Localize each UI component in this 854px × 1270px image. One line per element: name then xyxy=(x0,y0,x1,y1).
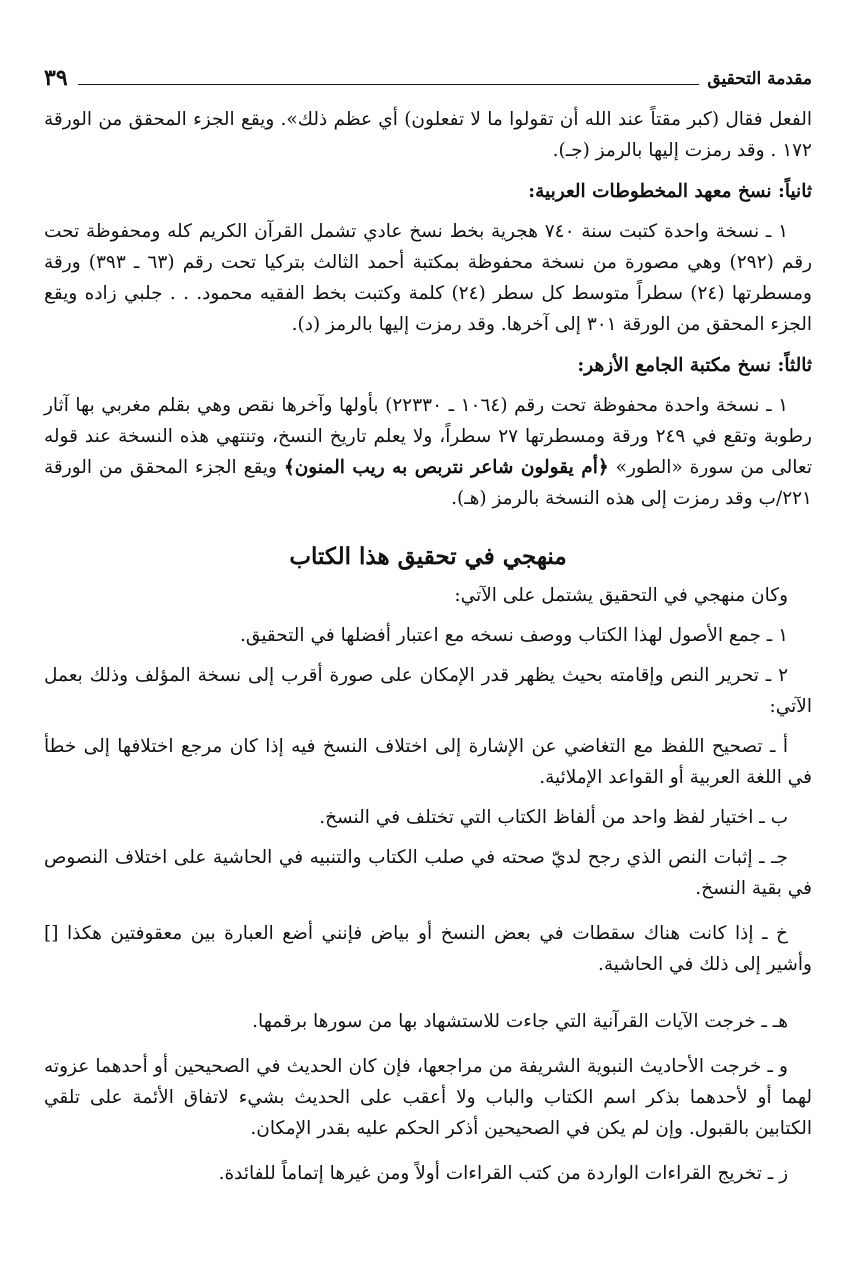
method-item-2: ٢ ـ تحرير النص وإقامته بحيث يظهر قدر الإمكان على صورة أقرب إلى نسخة المؤلف وذلك بعمل الآتي: xyxy=(44,665,812,717)
paragraph-azhar-manuscript xyxy=(44,390,812,514)
method-item-a: أ ـ تصحيح اللفظ مع التغاضي عن الإشارة إلى اختلاف النسخ فيه إذا كان مرجع اختلافها إلى خطأ في اللغة العربية أو القواعد الإملائية. xyxy=(44,736,812,788)
header-rule xyxy=(78,84,700,85)
section-heading-second: ثانياً: نسخ معهد المخطوطات العربية: xyxy=(528,181,812,202)
azhar-text-start: ١ ـ نسخة واحدة محفوظة تحت رقم (١٠٦٤ ـ ٢٢٣٣٠) بأولها وآخرها نقص وهي بقلم مغربي بها آثار رطوبة وتقع في ٢٤٩ ورقة ومسطرتها ٢٧ سطراً، ولا يعلم تاريخ النسخ، وتنتهي هذه النسخة عند قوله تعالى من سورة «الطور» xyxy=(44,395,812,478)
page-header xyxy=(44,58,812,90)
method-item-zay: ز ـ تخريج القراءات الواردة من كتب القراءات أولاً ومن غيرها إتماماً للفائدة. xyxy=(218,1163,788,1184)
method-item-ha: هـ ـ خرجت الآيات القرآنية التي جاءت للاستشهاد بها من سورها برقمها. xyxy=(252,1011,788,1032)
paragraph-manuscript-institute: ١ ـ نسخة واحدة كتبت سنة ٧٤٠ هجرية بخط نسخ عادي تشمل القرآن الكريم كله ومحفوظة تحت رقم (٢٩٢) وهي مصورة من نسخة محفوظة بمكتبة أحمد الثالث بتركيا تحت رقم (٦٣ ـ ٣٩٣) ورقة ومسطرتها (٢٤) سطراً متوسط كل سطر (٢٤) كلمة وكتبت بخط الفقيه محمود. . . جلبي زاده ويقع الجزء المحقق من الورقة ٣٠١ إلى آخرها. وقد رمزت إليها بالرمز (د). xyxy=(44,221,812,335)
quran-verse: ﴿أم يقولون شاعر نتربص به ريب المنون﴾ xyxy=(283,457,609,478)
method-item-jim: جـ ـ إثبات النص الذي رجح لديّ صحته في صلب الكتاب والتنبيه في الحاشية على اختلاف النصوص في بقية النسخ. xyxy=(44,847,812,899)
main-heading-methodology: منهجي في تحقيق هذا الكتاب xyxy=(289,543,567,570)
method-item-1: ١ ـ جمع الأصول لهذا الكتاب ووصف نسخه مع اعتبار أفضلها في التحقيق. xyxy=(240,625,788,646)
method-item-b: ب ـ اختيار لفظ واحد من ألفاظ الكتاب التي تختلف في النسخ. xyxy=(319,807,788,828)
paragraph-continuation: الفعل فقال (كبر مقتاً عند الله أن تقولوا ما لا تفعلون) أي عظم ذلك». ويقع الجزء المحقق من الورقة ١٧٢ . وقد رمزت إليها بالرمز (جـ). xyxy=(44,109,812,161)
method-item-kha: خ ـ إذا كانت هناك سقطات في بعض النسخ أو بياض فإنني أضع العبارة بين معقوفتين هكذا [] وأشير إلى ذلك في الحاشية. xyxy=(44,923,812,975)
azhar-text-end: ويقع الجزء المحقق من الورقة ٢٢١/ب وقد رمزت إلى هذه النسخة بالرمز (هـ). xyxy=(44,457,812,509)
method-intro: وكان منهجي في التحقيق يشتمل على الآتي: xyxy=(454,585,788,606)
method-item-waw: و ـ خرجت الأحاديث النبوية الشريفة من مراجعها، فإن كان الحديث في الصحيحين أو أحدهما عزوته لهما أو لأحدهما بذكر اسم الكتاب والباب ولا أعقب على الحديث بشيء لاتفاق الأئمة على تلقي الكتابين بالقبول. وإن لم يكن في الصحيحين أذكر الحكم عليه بقدر الإمكان. xyxy=(44,1056,812,1139)
section-heading-third: ثالثاً: نسخ مكتبة الجامع الأزهر: xyxy=(577,355,812,376)
running-head-title: مقدمة التحقيق xyxy=(707,69,812,89)
page-content xyxy=(44,104,812,1189)
page-number: ٣٩ xyxy=(44,65,68,91)
